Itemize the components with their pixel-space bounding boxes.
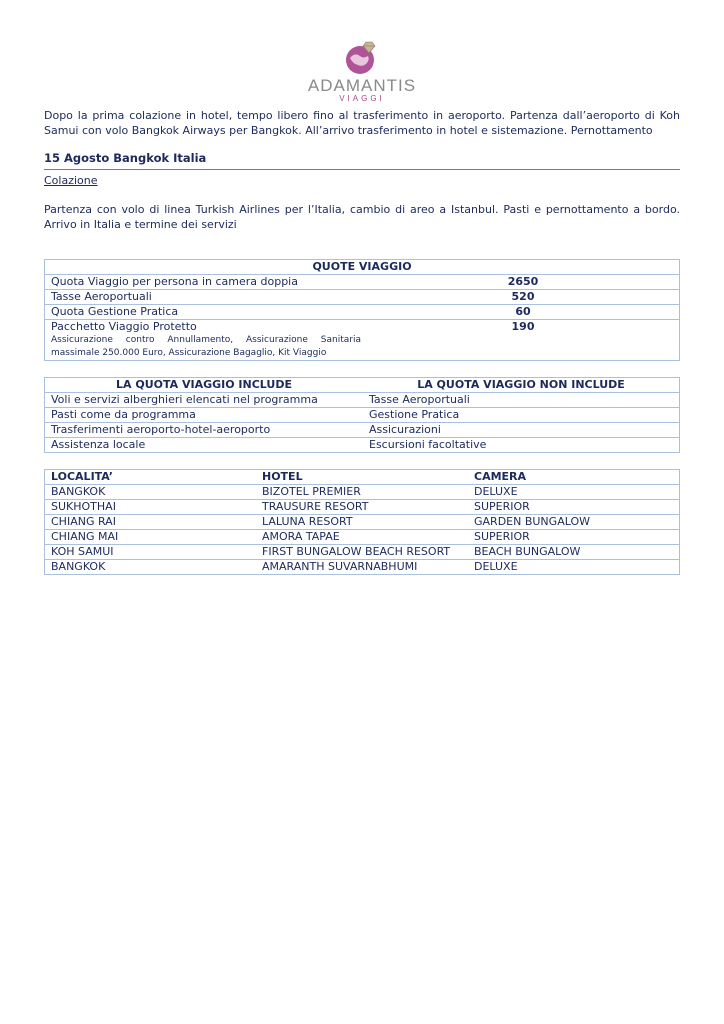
- table-row: [45, 500, 680, 515]
- hotel-location: KOH SAMUI: [45, 545, 257, 560]
- hotel-name: LALUNA RESORT: [256, 515, 468, 530]
- quote-table-header: QUOTE VIAGGIO: [45, 260, 680, 275]
- table-row: [45, 545, 680, 560]
- hotel-room: BEACH BUNGALOW: [468, 545, 680, 560]
- quote-value: 2650: [367, 275, 680, 290]
- table-row: [45, 485, 680, 500]
- brand-logo: [300, 38, 424, 108]
- logo-subtitle: VIAGGI: [339, 94, 385, 103]
- hotel-room: SUPERIOR: [468, 500, 680, 515]
- hotel-room: DELUXE: [468, 560, 680, 575]
- table-row: [45, 393, 680, 408]
- intro-paragraph: Dopo la prima colazione in hotel, tempo libero fino al trasferimento in aeroporto. Partenza dall’aeroporto di Koh Samui con volo Bangkok Airways per Bangkok. All’arrivo trasferimento in hotel e sistemazione. Pernottamento: [44, 109, 680, 137]
- table-row: [45, 560, 680, 575]
- globe-with-diamond-icon: [342, 38, 382, 78]
- quote-label: Tasse Aeroportuali: [45, 290, 368, 305]
- hotel-room: SUPERIOR: [468, 530, 680, 545]
- hotel-room: GARDEN BUNGALOW: [468, 515, 680, 530]
- hotel-location: BANGKOK: [45, 560, 257, 575]
- quote-label: Quota Viaggio per persona in camera doppia: [45, 275, 368, 290]
- hotel-location: SUKHOTHAI: [45, 500, 257, 515]
- table-row: [45, 423, 680, 438]
- table-row: [45, 438, 680, 453]
- hotel-name: TRAUSURE RESORT: [256, 500, 468, 515]
- hotel-name: AMORA TAPAE: [256, 530, 468, 545]
- table-row: [45, 515, 680, 530]
- include-item: Voli e servizi alberghieri elencati nel programma: [45, 393, 364, 408]
- exclude-item: Assicurazioni: [363, 423, 680, 438]
- table-row: [45, 530, 680, 545]
- quote-label: Quota Gestione Pratica: [45, 305, 368, 320]
- quote-value: 520: [367, 290, 680, 305]
- hotel-name: AMARANTH SUVARNABHUMI: [256, 560, 468, 575]
- quote-value: 60: [367, 305, 680, 320]
- exclude-item: Gestione Pratica: [363, 408, 680, 423]
- table-row: [45, 320, 680, 361]
- hotels-header-room: CAMERA: [468, 470, 680, 485]
- table-row: [45, 290, 680, 305]
- hotel-room: DELUXE: [468, 485, 680, 500]
- quote-note: Assicurazione contro Annullamento, Assicurazione Sanitaria massimale 250.000 Euro, Assicurazione Bagaglio, Kit Viaggio: [51, 335, 361, 358]
- hotel-location: CHIANG MAI: [45, 530, 257, 545]
- quote-label: Pacchetto Viaggio Protetto: [51, 320, 197, 333]
- table-row: [45, 275, 680, 290]
- hotel-name: BIZOTEL PREMIER: [256, 485, 468, 500]
- includes-header: LA QUOTA VIAGGIO INCLUDE: [45, 378, 364, 393]
- include-item: Pasti come da programma: [45, 408, 364, 423]
- hotel-location: CHIANG RAI: [45, 515, 257, 530]
- table-row: [45, 305, 680, 320]
- logo-wordmark: ADAMANTIS: [307, 76, 417, 95]
- excludes-header: LA QUOTA VIAGGIO NON INCLUDE: [363, 378, 680, 393]
- day-heading: 15 Agosto Bangkok Italia: [44, 151, 680, 170]
- hotels-header-hotel: HOTEL: [256, 470, 468, 485]
- exclude-item: Tasse Aeroportuali: [363, 393, 680, 408]
- include-item: Trasferimenti aeroporto-hotel-aeroporto: [45, 423, 364, 438]
- hotel-location: BANGKOK: [45, 485, 257, 500]
- includes-table: [44, 377, 680, 453]
- hotel-name: FIRST BUNGALOW BEACH RESORT: [256, 545, 468, 560]
- day-description: Partenza con volo di linea Turkish Airlines per l’Italia, cambio di areo a Istanbul. Pasti e pernottamento a bordo. Arrivo in Italia e termine dei servizi: [44, 203, 680, 231]
- hotels-header-location: LOCALITA’: [45, 470, 257, 485]
- quote-value: 190: [367, 320, 680, 361]
- table-row: [45, 408, 680, 423]
- include-item: Assistenza locale: [45, 438, 364, 453]
- meal-label: Colazione: [44, 174, 98, 187]
- quote-table: [44, 259, 680, 361]
- exclude-item: Escursioni facoltative: [363, 438, 680, 453]
- hotels-table: [44, 469, 680, 575]
